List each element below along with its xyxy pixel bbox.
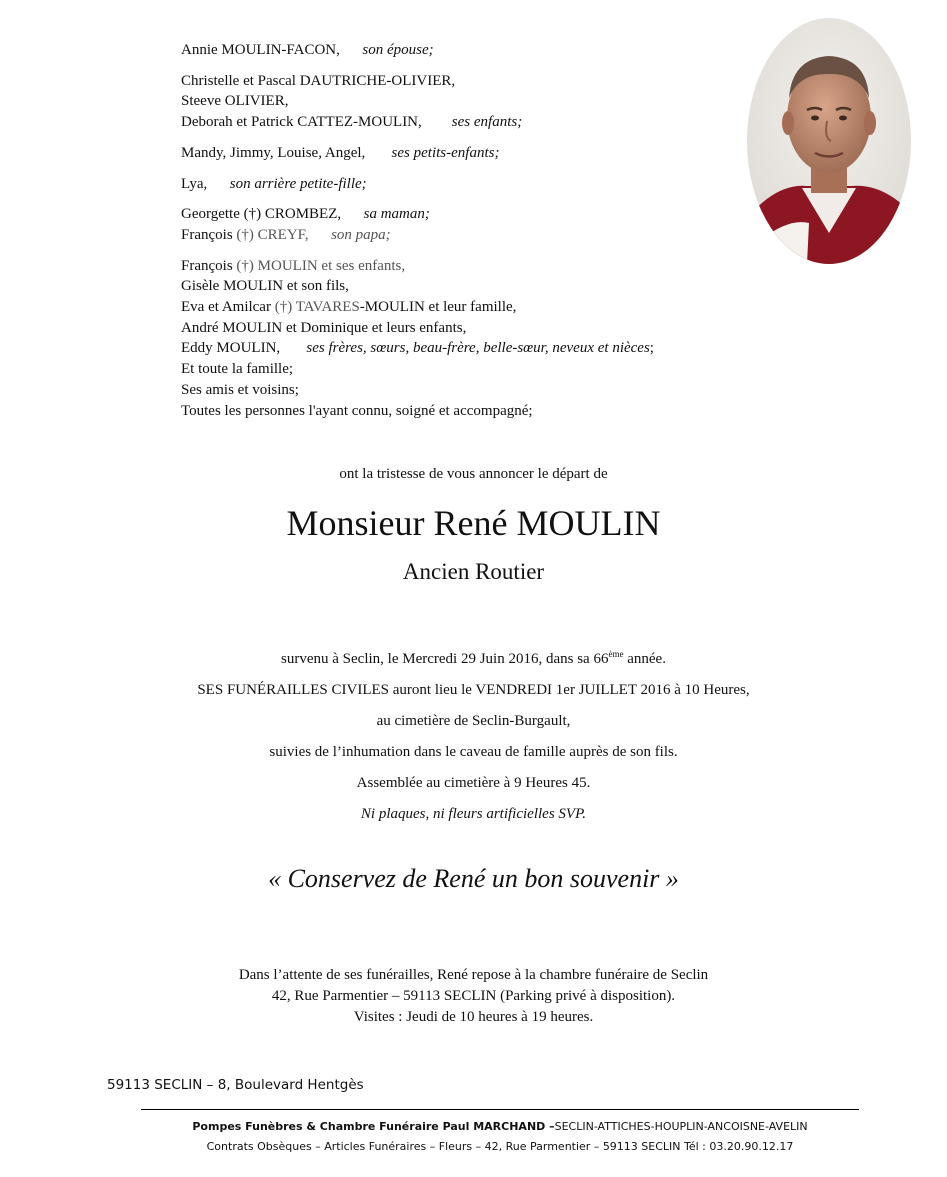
funeral-date-line: SES FUNÉRAILLES CIVILES auront lieu le VENDREDI 1er JUILLET 2016 à 10 Heures, (197, 682, 750, 698)
company-name: Pompes Funèbres & Chambre Funéraire Paul MARCHAND – (192, 1120, 555, 1133)
family-group-great-grandchild (181, 174, 781, 195)
portrait-image (747, 18, 911, 264)
sibling-first-name: François (181, 257, 233, 274)
footer-line-2: Contrats Obsèques – Articles Funéraires – Fleurs – 42, Rue Parmentier – 59113 SECLIN Tél : 03.20.90.12.17 (206, 1140, 794, 1153)
death-date: survenu à Seclin, le Mercredi 29 Juin 2016, dans sa 66 (281, 651, 609, 667)
great-grandchild-role: son arrière petite-fille; (229, 175, 367, 192)
deceased-title: Ancien Routier (402, 559, 545, 584)
family-group-children (181, 71, 781, 133)
spouse-name: Annie MOULIN-FACON, (181, 42, 340, 58)
siblings-role: ses frères, sœurs, beau-frère, belle-sœur, neveux et nièces (306, 340, 650, 357)
family-list (181, 40, 781, 431)
company-locations: SECLIN-ATTICHES-HOUPLIN-ANCOISNE-AVELIN (554, 1120, 808, 1133)
resting-address: 42, Rue Parmentier – 59113 SECLIN (Parking privé à disposition). (271, 988, 676, 1004)
death-line (0, 639, 947, 675)
mother-role: sa maman; (363, 206, 430, 223)
company-address: 59113 SECLIN – 8, Boulevard Hentgès (107, 1077, 364, 1093)
acquaintances-line: Toutes les personnes l'ayant connu, soigné et accompagné; (181, 402, 533, 419)
grandchildren-names: Mandy, Jimmy, Louise, Angel, (181, 144, 366, 161)
family-line: Et toute la famille; (181, 361, 294, 378)
portrait-photo (747, 18, 911, 264)
children-role: ses enfants; (451, 114, 523, 131)
sibling-line: Eddy MOULIN, (181, 340, 281, 357)
funeral-details (0, 639, 947, 830)
visiting-hours: Visites : Jeudi de 10 heures à 19 heures. (353, 1009, 594, 1025)
mother-name: Georgette (†) CROMBEZ, (181, 206, 342, 223)
child-line: Deborah et Patrick CATTEZ-MOULIN, (181, 114, 422, 131)
sibling-name-rest: -MOULIN et leur famille, (359, 299, 517, 316)
father-role: son papa; (331, 226, 391, 243)
father-first-name: François (181, 226, 233, 243)
sibling-name: (†) MOULIN et ses enfants, (236, 257, 406, 274)
announcement-intro: ont la tristesse de vous annoncer le départ de (339, 466, 608, 482)
friends-line: Ses amis et voisins; (181, 381, 299, 398)
flowers-note: Ni plaques, ni fleurs artificielles SVP. (360, 806, 587, 822)
father-name: (†) CREYF, (236, 226, 309, 243)
memorial-quote: « Conservez de René un bon souvenir » (268, 864, 679, 893)
burial-line: suivies de l’inhumation dans le caveau de famille auprès de son fils. (269, 744, 678, 760)
siblings-role-end: ; (649, 340, 654, 357)
footer-divider (141, 1109, 859, 1110)
great-grandchild-name: Lya, (181, 175, 208, 192)
family-group-grandchildren (181, 143, 781, 164)
cemetery-line: au cimetière de Seclin-Burgault, (376, 713, 571, 729)
footer-line-1 (141, 1117, 859, 1137)
child-line: Christelle et Pascal DAUTRICHE-OLIVIER, (181, 72, 456, 89)
grandchildren-role: ses petits-enfants; (391, 144, 500, 161)
spouse-role: son épouse; (362, 42, 434, 58)
assembly-line: Assemblée au cimetière à 9 Heures 45. (356, 775, 591, 791)
family-group-siblings (181, 256, 781, 422)
deceased-name: Monsieur René MOULIN (286, 503, 661, 543)
footer (141, 1117, 859, 1157)
sibling-name: (†) TAVARES (274, 299, 360, 316)
sibling-first-name: Eva et Amilcar (181, 299, 271, 316)
ordinal-suffix: ème (608, 649, 624, 659)
death-year-end: année. (623, 651, 666, 667)
resting-place-info (0, 965, 947, 1028)
sibling-line: Gisèle MOULIN et son fils, (181, 278, 349, 295)
family-group-spouse (181, 40, 781, 61)
sibling-line: André MOULIN et Dominique et leurs enfants, (181, 319, 467, 336)
resting-line: Dans l’attente de ses funérailles, René repose à la chambre funéraire de Seclin (238, 967, 709, 983)
child-line: Steeve OLIVIER, (181, 93, 289, 110)
family-group-parents (181, 204, 781, 245)
